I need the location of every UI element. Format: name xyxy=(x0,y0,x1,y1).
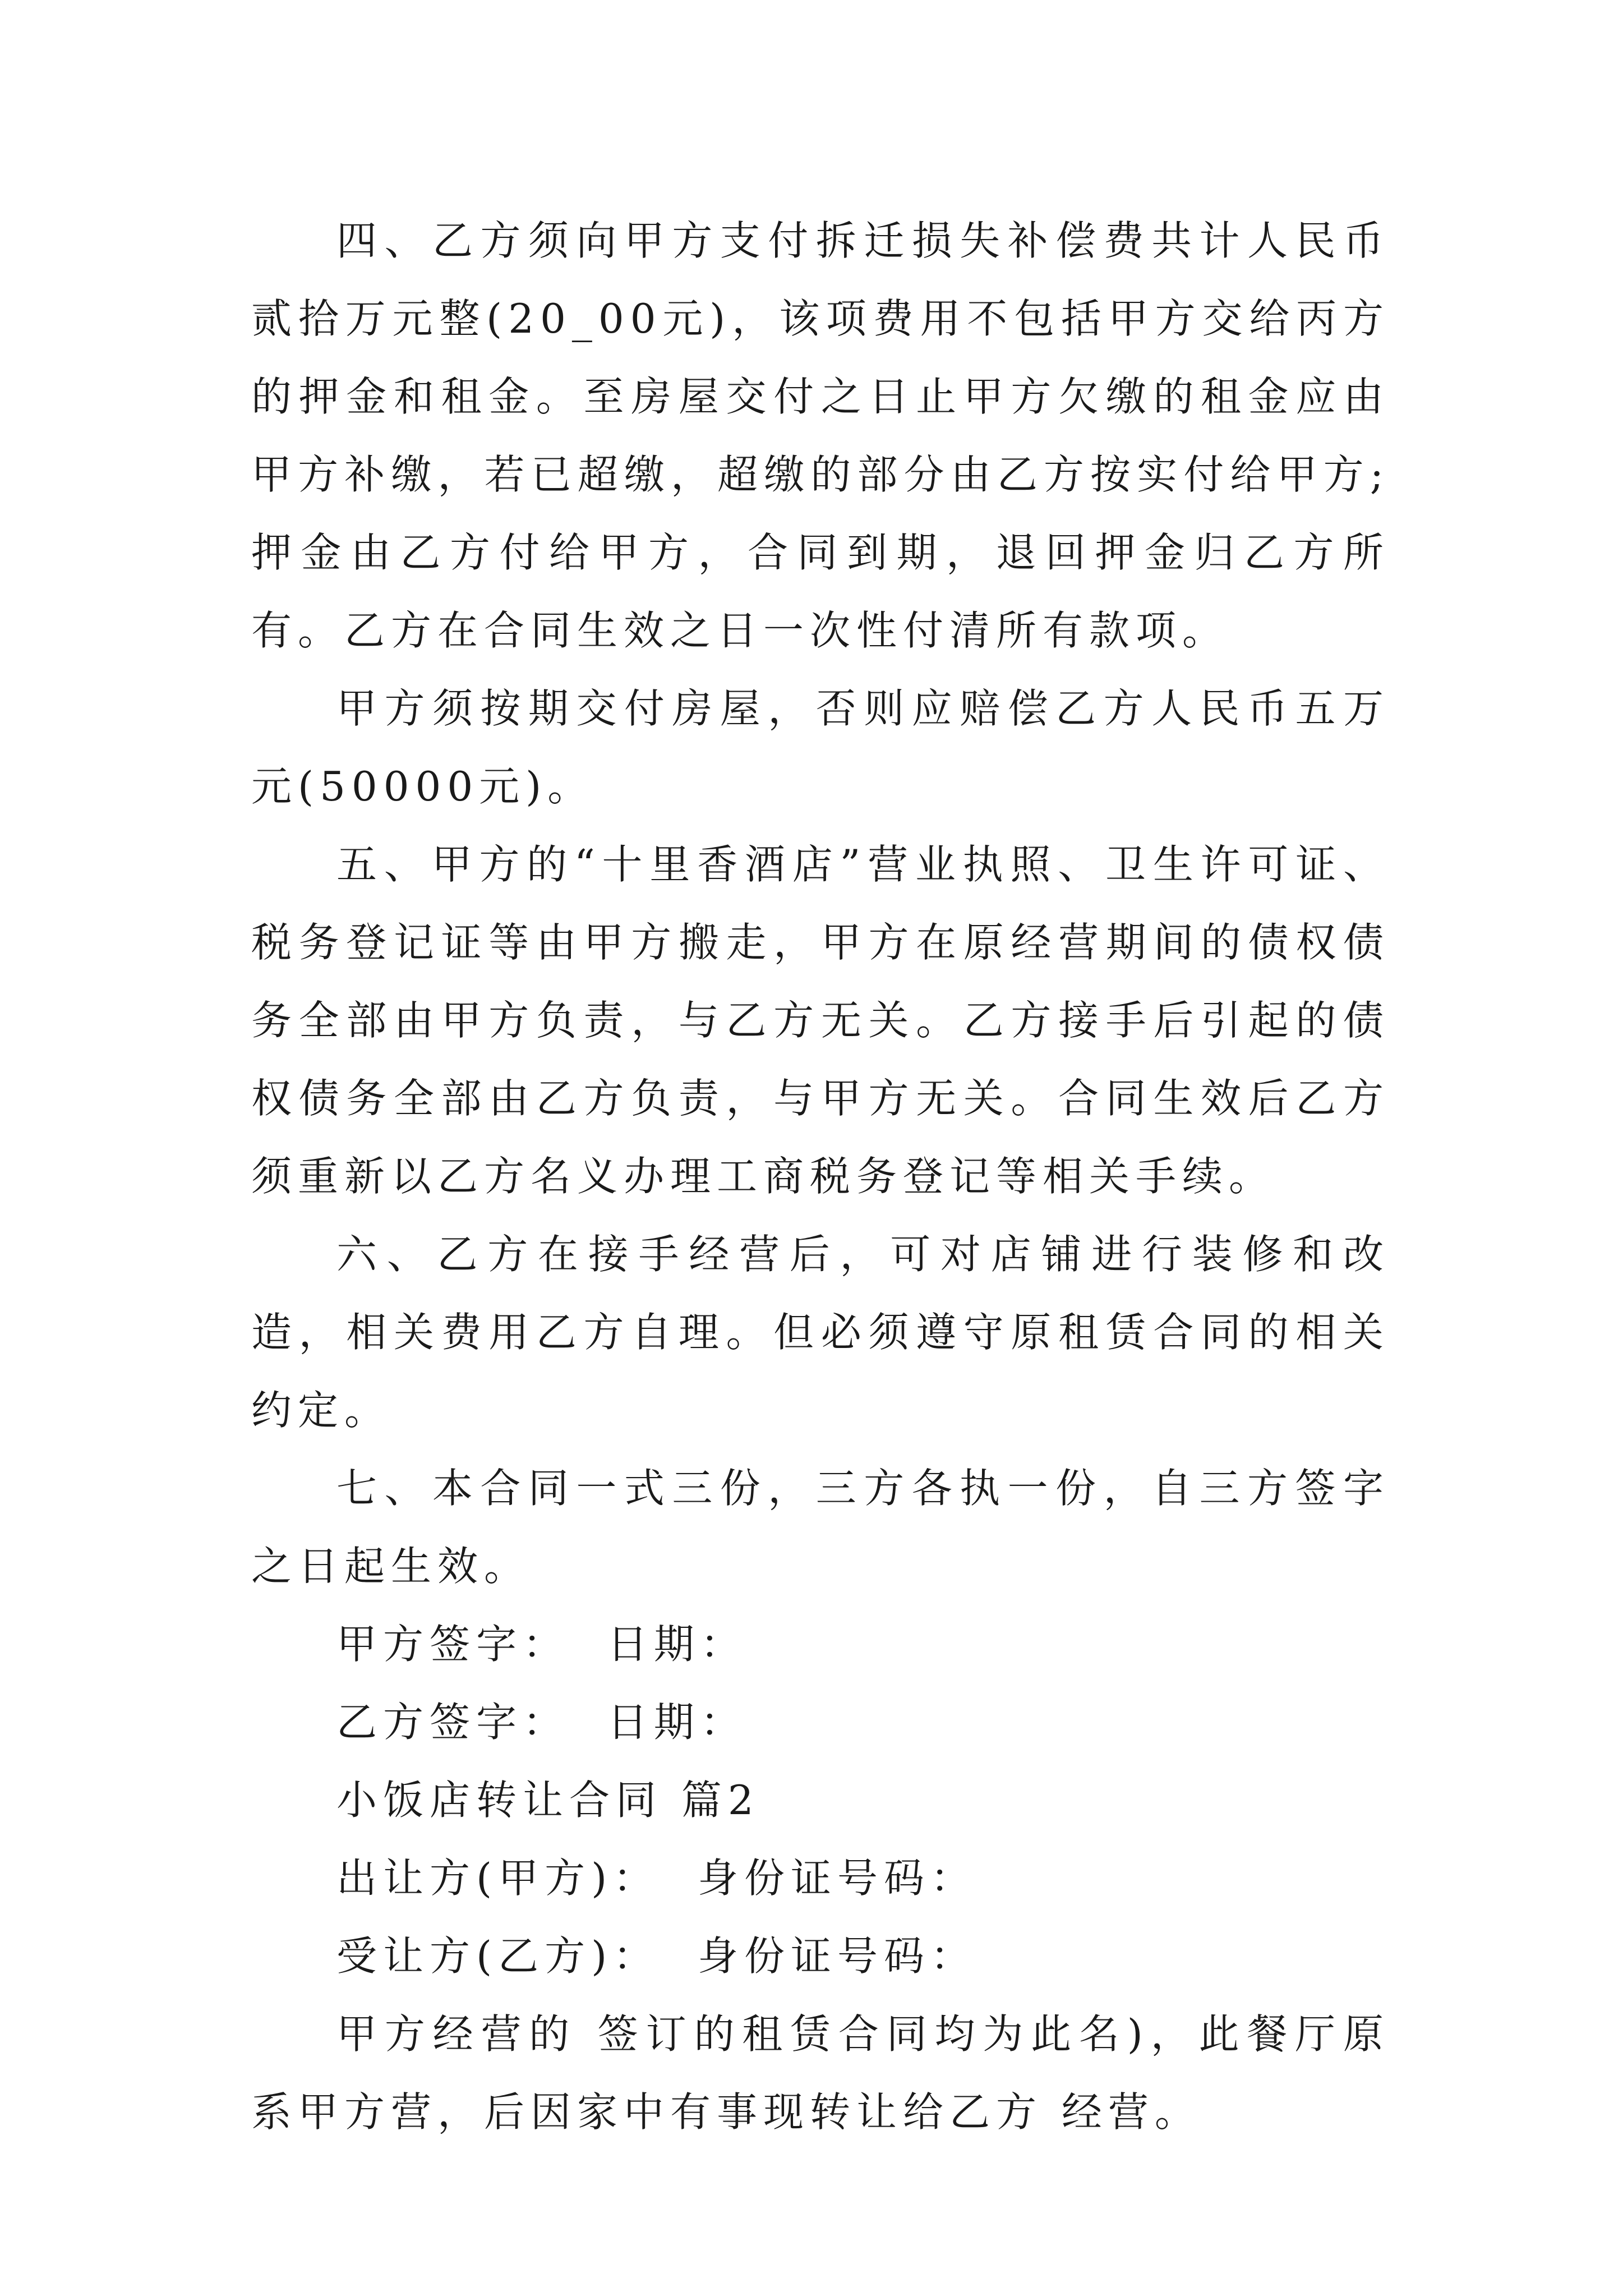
document-body xyxy=(251,202,1390,2151)
party-a-signature-line: 甲方签字： 日期： xyxy=(336,1621,747,1668)
clause-seven-paragraph: 七、本合同一式三份，三方各执一份，自三方签字之日起生效。 xyxy=(251,1465,1390,1590)
transferor-line: 出让方(甲方)： 身份证号码： xyxy=(336,1855,977,1902)
delivery-penalty-paragraph: 甲方须按期交付房屋，否则应赔偿乙方人民币五万元(50000元)。 xyxy=(251,685,1390,810)
clause-six-paragraph: 六、乙方在接手经营后，可对店铺进行装修和改造，相关费用乙方自理。但必须遵守原租赁合同的相关约定。 xyxy=(251,1231,1390,1434)
clause-four-paragraph: 四、乙方须向甲方支付拆迁损失补偿费共计人民币贰拾万元整(20_00元)，该项费用不包括甲方交给丙方的押金和租金。至房屋交付之日止甲方欠缴的租金应由甲方补缴，若已超缴，超缴的部分由乙方按实付给甲方;押金由乙方付给甲方，合同到期，退回押金归乙方所有。乙方在合同生效之日一次性付清所有款项。 xyxy=(251,217,1390,654)
party-b-signature-line: 乙方签字： 日期： xyxy=(336,1699,747,1746)
contract-two-heading: 小饭店转让合同 篇2 xyxy=(336,1777,760,1824)
clause-five-paragraph: 五、甲方的“十里香酒店”营业执照、卫生许可证、税务登记证等由甲方搬走，甲方在原经营期间的债权债务全部由甲方负责，与乙方无关。乙方接手后引起的债权债务全部由乙方负责，与甲方无关。合同生效后乙方须重新以乙方名义办理工商税务登记等相关手续。 xyxy=(251,841,1390,1200)
business-description-paragraph: 甲方经营的 签订的租赁合同均为此名)，此餐厅原系甲方营，后因家中有事现转让给乙方 经营。 xyxy=(251,2010,1390,2136)
transferee-line: 受让方(乙方)： 身份证号码： xyxy=(336,1932,977,1980)
